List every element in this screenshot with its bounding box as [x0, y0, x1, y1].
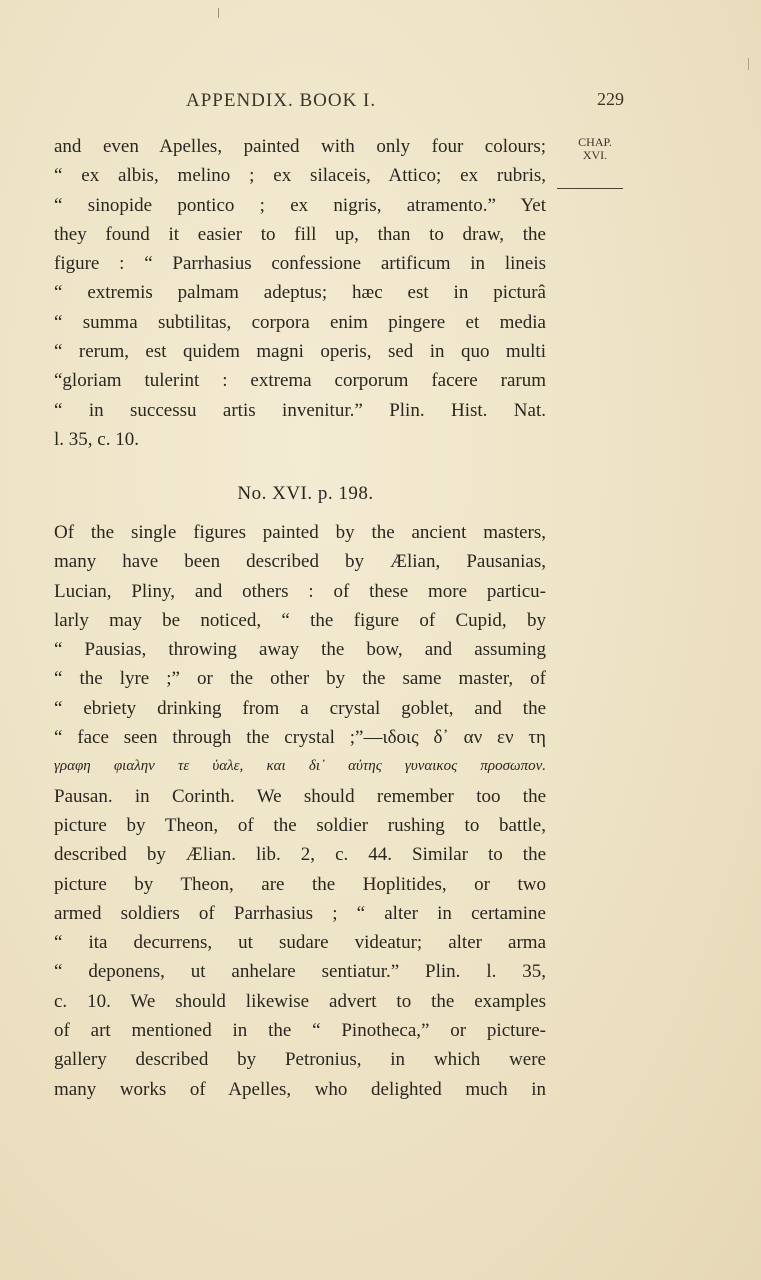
chapter-number: XVI. — [582, 148, 608, 162]
text-line: armed soldiers of Parrhasius ; “ alter in certamine — [54, 902, 546, 924]
text-line: “ Pausias, throwing away the bow, and assuming — [54, 639, 546, 661]
text-line: “gloriam tulerint : extrema corporum facere rarum — [54, 370, 546, 392]
text-line: “ ex albis, melino ; ex silaceis, Attico; ex rubris, — [54, 165, 546, 187]
text-line: many have been described by Ælian, Pausanias, — [54, 551, 546, 573]
text-line: “ in successu artis invenitur.” Plin. Hist. Nat. — [54, 399, 546, 421]
text-line: “ deponens, ut anhelare sentiatur.” Plin. l. 35, — [54, 961, 546, 983]
text-line: of art mentioned in the “ Pinotheca,” or picture- — [54, 1020, 546, 1042]
page-mark — [218, 8, 219, 18]
text-line: “ ita decurrens, ut sudare videatur; alter arma — [54, 932, 546, 954]
text-line: l. 35, c. 10. — [54, 428, 139, 450]
text-line: many works of Apelles, who delighted much in — [54, 1078, 546, 1100]
text-line: described by Ælian. lib. 2, c. 44. Similar to the — [54, 844, 546, 866]
text-line: Pausan. in Corinth. We should remember too the — [54, 785, 546, 807]
text-line: they found it easier to fill up, than to draw, the — [54, 223, 546, 245]
page-number: 229 — [597, 89, 624, 109]
text-line: Of the single figures painted by the ancient masters, — [54, 522, 546, 543]
text-line: “ rerum, est quidem magni operis, sed in quo multi — [54, 341, 546, 363]
text-line: “ face seen through the crystal ;”—ιδοις δ᾽ αν εν τη — [54, 727, 546, 749]
text-line: picture by Theon, of the soldier rushing to battle, — [54, 814, 546, 836]
page-mark — [748, 58, 749, 70]
text-block-first — [54, 132, 546, 454]
text-line: larly may be noticed, “ the figure of Cupid, by — [54, 609, 546, 631]
text-line: “ summa subtilitas, corpora enim pingere et media — [54, 311, 546, 333]
margin-rule — [557, 188, 623, 189]
running-header: APPENDIX. BOOK I. — [186, 90, 377, 111]
text-line: gallery described by Petronius, in which were — [54, 1049, 546, 1071]
section-heading: No. XVI. p. 198. — [237, 483, 374, 504]
text-line: Lucian, Pliny, and others : of these more particu- — [54, 580, 546, 602]
text-line: figure : “ Parrhasius confessione artificum in lineis — [54, 253, 546, 275]
text-block-second — [54, 518, 546, 1104]
text-line: “ ebriety drinking from a crystal goblet, and the — [54, 697, 546, 719]
text-line: picture by Theon, are the Hoplitides, or two — [54, 873, 546, 895]
text-line: c. 10. We should likewise advert to the examples — [54, 990, 546, 1012]
text-line: and even Apelles, painted with only four colours; — [54, 136, 546, 157]
text-line: “ sinopide pontico ; ex nigris, atramento.” Yet — [54, 194, 546, 216]
text-line: “ extremis palmam adeptus; hæc est in picturâ — [54, 282, 546, 304]
text-line: “ the lyre ;” or the other by the same master, of — [54, 668, 546, 690]
greek-text-line: γραφη φιαλην τε ὑαλε, και δι᾽ αὐτης γυναικος προσωπον. — [54, 758, 546, 775]
chapter-label: CHAP. — [578, 135, 612, 149]
chapter-margin-note — [567, 136, 623, 189]
